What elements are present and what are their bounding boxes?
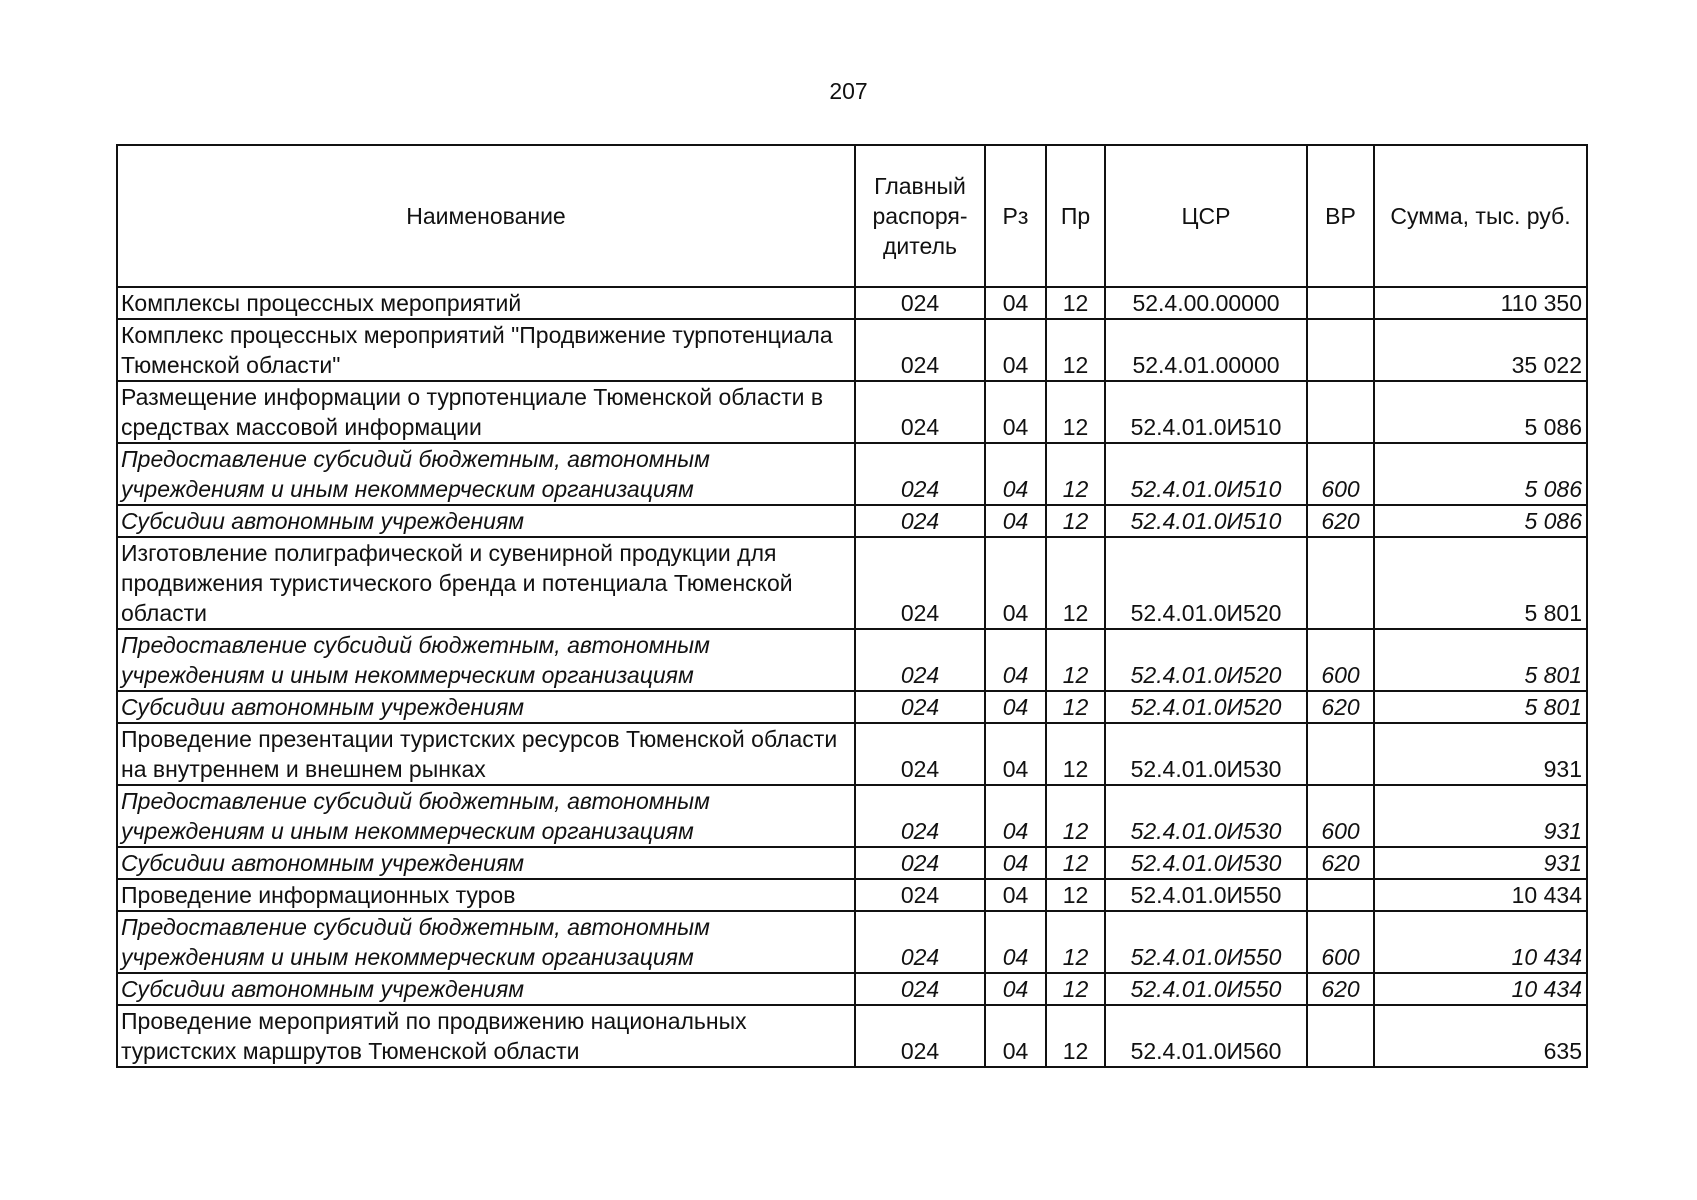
cell-sum: 10 434 bbox=[1374, 911, 1587, 973]
cell-manager: 024 bbox=[855, 847, 985, 879]
cell-sum: 5 801 bbox=[1374, 629, 1587, 691]
cell-pr: 12 bbox=[1046, 287, 1105, 319]
cell-manager: 024 bbox=[855, 785, 985, 847]
cell-vr: 620 bbox=[1307, 505, 1374, 537]
cell-pr: 12 bbox=[1046, 723, 1105, 785]
cell-rz: 04 bbox=[985, 911, 1046, 973]
cell-manager: 024 bbox=[855, 723, 985, 785]
cell-rz: 04 bbox=[985, 287, 1046, 319]
cell-csr: 52.4.01.0И520 bbox=[1105, 629, 1307, 691]
cell-manager: 024 bbox=[855, 319, 985, 381]
table-row bbox=[117, 1005, 1587, 1067]
cell-name: Изготовление полиграфической и сувенирной продукции для продвижения туристического бренда и потенциала Тюменской области bbox=[117, 537, 855, 629]
cell-csr: 52.4.01.0И520 bbox=[1105, 691, 1307, 723]
table-row bbox=[117, 973, 1587, 1005]
cell-vr bbox=[1307, 1005, 1374, 1067]
cell-vr: 620 bbox=[1307, 847, 1374, 879]
cell-csr: 52.4.01.0И530 bbox=[1105, 785, 1307, 847]
table-row bbox=[117, 443, 1587, 505]
cell-pr: 12 bbox=[1046, 319, 1105, 381]
cell-rz: 04 bbox=[985, 629, 1046, 691]
table-row bbox=[117, 691, 1587, 723]
table-row bbox=[117, 723, 1587, 785]
cell-manager: 024 bbox=[855, 629, 985, 691]
cell-pr: 12 bbox=[1046, 879, 1105, 911]
header-rz: Рз bbox=[985, 145, 1046, 287]
table-body bbox=[117, 287, 1587, 1067]
header-manager: Главный распоря-дитель bbox=[855, 145, 985, 287]
page-number: 207 bbox=[829, 78, 868, 104]
table-row bbox=[117, 911, 1587, 973]
cell-name: Проведение информационных туров bbox=[117, 879, 855, 911]
cell-sum: 5 801 bbox=[1374, 537, 1587, 629]
cell-sum: 5 086 bbox=[1374, 505, 1587, 537]
table-row bbox=[117, 319, 1587, 381]
cell-csr: 52.4.01.0И510 bbox=[1105, 443, 1307, 505]
cell-csr: 52.4.01.0И520 bbox=[1105, 537, 1307, 629]
cell-name: Комплексы процессных мероприятий bbox=[117, 287, 855, 319]
header-row bbox=[117, 145, 1587, 287]
cell-vr: 600 bbox=[1307, 629, 1374, 691]
cell-manager: 024 bbox=[855, 879, 985, 911]
cell-manager: 024 bbox=[855, 505, 985, 537]
cell-csr: 52.4.01.0И530 bbox=[1105, 723, 1307, 785]
table-row bbox=[117, 879, 1587, 911]
cell-pr: 12 bbox=[1046, 1005, 1105, 1067]
cell-rz: 04 bbox=[985, 723, 1046, 785]
cell-manager: 024 bbox=[855, 691, 985, 723]
cell-pr: 12 bbox=[1046, 381, 1105, 443]
cell-rz: 04 bbox=[985, 1005, 1046, 1067]
cell-sum: 5 086 bbox=[1374, 443, 1587, 505]
cell-vr bbox=[1307, 723, 1374, 785]
cell-rz: 04 bbox=[985, 879, 1046, 911]
cell-csr: 52.4.01.0И510 bbox=[1105, 505, 1307, 537]
cell-name: Субсидии автономным учреждениям bbox=[117, 505, 855, 537]
cell-manager: 024 bbox=[855, 381, 985, 443]
cell-vr bbox=[1307, 537, 1374, 629]
cell-pr: 12 bbox=[1046, 537, 1105, 629]
cell-manager: 024 bbox=[855, 911, 985, 973]
header-pr: Пр bbox=[1046, 145, 1105, 287]
cell-name: Комплекс процессных мероприятий "Продвижение турпотенциала Тюменской области" bbox=[117, 319, 855, 381]
table-row bbox=[117, 381, 1587, 443]
cell-sum: 931 bbox=[1374, 785, 1587, 847]
cell-rz: 04 bbox=[985, 381, 1046, 443]
table-header bbox=[117, 145, 1587, 287]
cell-pr: 12 bbox=[1046, 691, 1105, 723]
cell-sum: 635 bbox=[1374, 1005, 1587, 1067]
cell-rz: 04 bbox=[985, 847, 1046, 879]
cell-manager: 024 bbox=[855, 1005, 985, 1067]
cell-manager: 024 bbox=[855, 973, 985, 1005]
cell-vr: 600 bbox=[1307, 443, 1374, 505]
cell-sum: 931 bbox=[1374, 723, 1587, 785]
cell-name: Предоставление субсидий бюджетным, автономным учреждениям и иным некоммерческим организациям bbox=[117, 911, 855, 973]
cell-csr: 52.4.01.0И510 bbox=[1105, 381, 1307, 443]
cell-vr: 620 bbox=[1307, 691, 1374, 723]
cell-pr: 12 bbox=[1046, 911, 1105, 973]
table-row bbox=[117, 287, 1587, 319]
table-row bbox=[117, 537, 1587, 629]
cell-vr bbox=[1307, 879, 1374, 911]
cell-rz: 04 bbox=[985, 505, 1046, 537]
cell-sum: 5 801 bbox=[1374, 691, 1587, 723]
cell-manager: 024 bbox=[855, 537, 985, 629]
cell-rz: 04 bbox=[985, 691, 1046, 723]
cell-sum: 110 350 bbox=[1374, 287, 1587, 319]
cell-name: Проведение мероприятий по продвижению национальных туристских маршрутов Тюменской области bbox=[117, 1005, 855, 1067]
cell-sum: 10 434 bbox=[1374, 973, 1587, 1005]
cell-name: Субсидии автономным учреждениям bbox=[117, 973, 855, 1005]
cell-sum: 35 022 bbox=[1374, 319, 1587, 381]
cell-pr: 12 bbox=[1046, 443, 1105, 505]
budget-table bbox=[116, 144, 1588, 1068]
header-csr: ЦСР bbox=[1105, 145, 1307, 287]
cell-sum: 931 bbox=[1374, 847, 1587, 879]
cell-name: Предоставление субсидий бюджетным, автономным учреждениям и иным некоммерческим организациям bbox=[117, 785, 855, 847]
cell-csr: 52.4.01.0И550 bbox=[1105, 911, 1307, 973]
cell-csr: 52.4.01.0И550 bbox=[1105, 973, 1307, 1005]
cell-csr: 52.4.01.0И560 bbox=[1105, 1005, 1307, 1067]
cell-name: Предоставление субсидий бюджетным, автономным учреждениям и иным некоммерческим организациям bbox=[117, 443, 855, 505]
cell-rz: 04 bbox=[985, 785, 1046, 847]
cell-pr: 12 bbox=[1046, 785, 1105, 847]
cell-rz: 04 bbox=[985, 537, 1046, 629]
cell-name: Субсидии автономным учреждениям bbox=[117, 847, 855, 879]
cell-rz: 04 bbox=[985, 443, 1046, 505]
cell-csr: 52.4.01.00000 bbox=[1105, 319, 1307, 381]
header-vr: ВР bbox=[1307, 145, 1374, 287]
cell-csr: 52.4.00.00000 bbox=[1105, 287, 1307, 319]
cell-name: Предоставление субсидий бюджетным, автономным учреждениям и иным некоммерческим организациям bbox=[117, 629, 855, 691]
cell-vr: 600 bbox=[1307, 911, 1374, 973]
header-name: Наименование bbox=[117, 145, 855, 287]
table-row bbox=[117, 629, 1587, 691]
cell-vr bbox=[1307, 287, 1374, 319]
cell-pr: 12 bbox=[1046, 505, 1105, 537]
cell-name: Субсидии автономным учреждениям bbox=[117, 691, 855, 723]
cell-pr: 12 bbox=[1046, 973, 1105, 1005]
cell-csr: 52.4.01.0И550 bbox=[1105, 879, 1307, 911]
cell-rz: 04 bbox=[985, 973, 1046, 1005]
cell-name: Размещение информации о турпотенциале Тюменской области в средствах массовой информации bbox=[117, 381, 855, 443]
cell-rz: 04 bbox=[985, 319, 1046, 381]
cell-csr: 52.4.01.0И530 bbox=[1105, 847, 1307, 879]
cell-manager: 024 bbox=[855, 287, 985, 319]
header-sum: Сумма, тыс. руб. bbox=[1374, 145, 1587, 287]
cell-vr: 600 bbox=[1307, 785, 1374, 847]
cell-sum: 10 434 bbox=[1374, 879, 1587, 911]
table-row bbox=[117, 785, 1587, 847]
table-row bbox=[117, 505, 1587, 537]
cell-pr: 12 bbox=[1046, 629, 1105, 691]
cell-vr bbox=[1307, 381, 1374, 443]
cell-sum: 5 086 bbox=[1374, 381, 1587, 443]
cell-pr: 12 bbox=[1046, 847, 1105, 879]
cell-vr: 620 bbox=[1307, 973, 1374, 1005]
cell-manager: 024 bbox=[855, 443, 985, 505]
cell-name: Проведение презентации туристских ресурсов Тюменской области на внутреннем и внешнем рынках bbox=[117, 723, 855, 785]
table-row bbox=[117, 847, 1587, 879]
cell-vr bbox=[1307, 319, 1374, 381]
